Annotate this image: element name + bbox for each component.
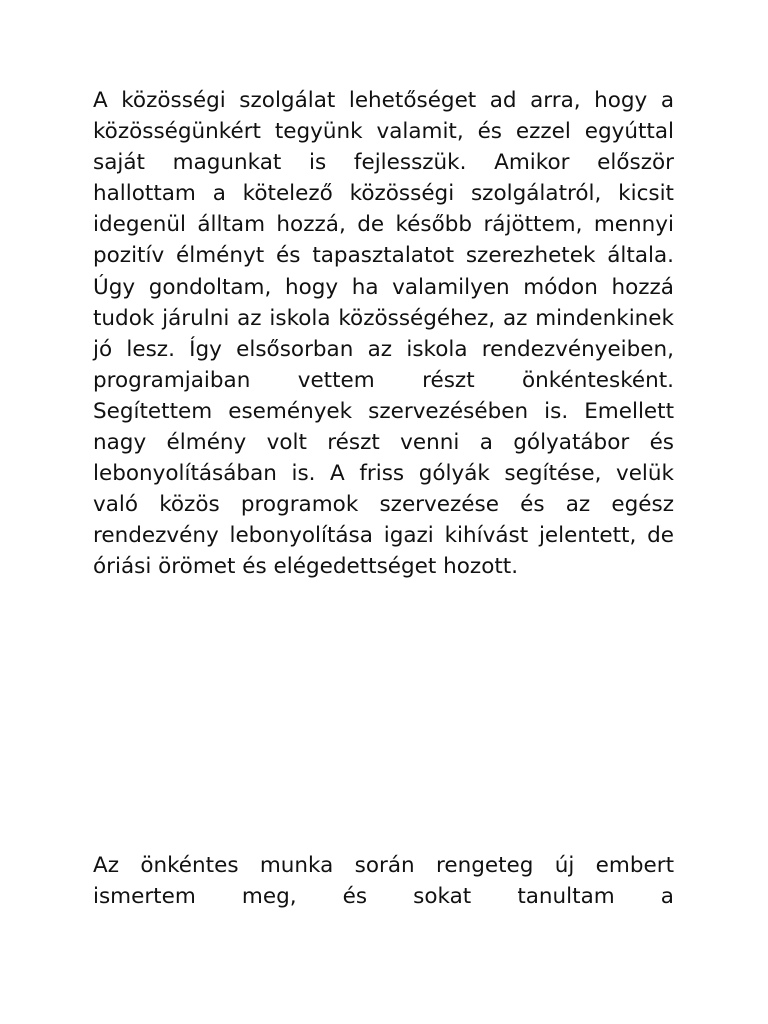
paragraph-volunteer-work: Az önkéntes munka során rengeteg új embert ismertem meg, és sokat tanultam a: [93, 853, 674, 910]
paragraph-community-service: A közösségi szolgálat lehetőséget ad arra, hogy a közösségünkért tegyünk valamit, és ezzel egyúttal saját magunkat is fejlesszük. Amikor először hallottam a kötelező közösségi szolgálatról, kicsit idegenül álltam hozzá, de később rájöttem, mennyi pozitív élményt és tapasztalatot szerezhetek általa. Úgy gondoltam, hogy ha valamilyen módon hozzá tudok járulni az iskola közösségéhez, az mindenkinek jó lesz. Így elsősorban az iskola rendezvényeiben, programjaiban vettem részt önkéntesként. Segítettem események szervezésében is. Emellett nagy élmény volt részt venni a gólyatábor és lebonyolításában is. A friss gólyák segítése, velük való közös programok szervezése és az egész rendezvény lebonyolítása igazi kihívást jelentett, de óriási örömet és elégedettséget hozott.: [93, 88, 674, 580]
